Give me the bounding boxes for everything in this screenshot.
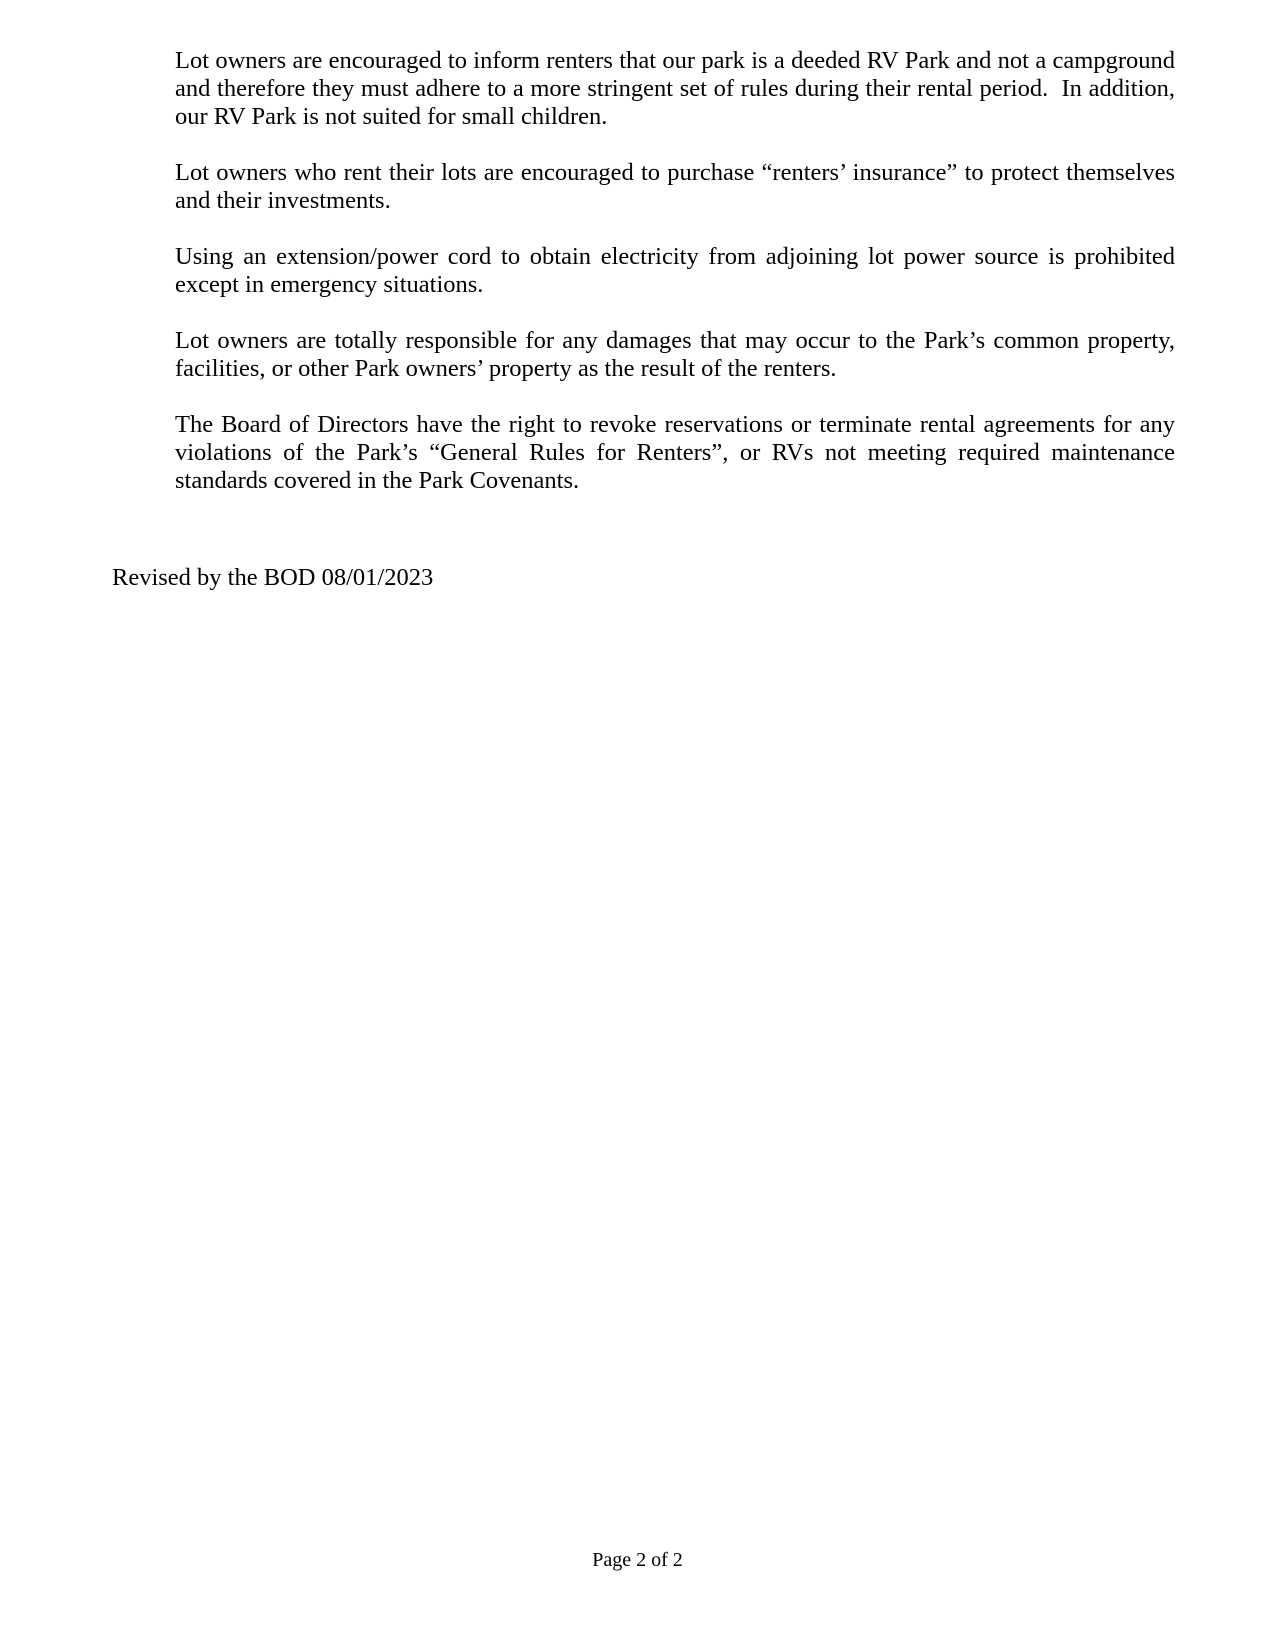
paragraph-line: and therefore they must adhere to a more stringent set of rules during their rental period. In addition, [175, 75, 1175, 102]
paragraph-line: violations of the Park’s “General Rules for Renters”, or RVs not meeting required maintenance [175, 439, 1175, 466]
paragraph-line: standards covered in the Park Covenants. [175, 467, 580, 494]
paragraph [175, 243, 1175, 299]
paragraph [175, 411, 1175, 495]
paragraph-line: Lot owners who rent their lots are encouraged to purchase “renters’ insurance” to protect themselves [175, 159, 1175, 186]
paragraph-line: except in emergency situations. [175, 271, 484, 298]
paragraph-line: our RV Park is not suited for small children. [175, 103, 608, 130]
paragraph-line: Using an extension/power cord to obtain electricity from adjoining lot power source is prohibited [175, 243, 1175, 270]
paragraph [175, 327, 1175, 383]
paragraph-line: The Board of Directors have the right to revoke reservations or terminate rental agreements for any [175, 411, 1175, 438]
paragraph-line: and their investments. [175, 187, 391, 214]
page-number: Page 2 of 2 [592, 1549, 683, 1571]
paragraph-line: Lot owners are encouraged to inform renters that our park is a deeded RV Park and not a campground [175, 47, 1175, 74]
paragraph-line: Lot owners are totally responsible for any damages that may occur to the Park’s common property, [175, 327, 1175, 354]
revision-note: Revised by the BOD 08/01/2023 [112, 564, 434, 591]
page-footer [0, 1548, 1275, 1572]
paragraph [175, 47, 1175, 131]
document-body [175, 47, 1175, 523]
paragraph-line: facilities, or other Park owners’ property as the result of the renters. [175, 355, 837, 382]
paragraph [175, 159, 1175, 215]
